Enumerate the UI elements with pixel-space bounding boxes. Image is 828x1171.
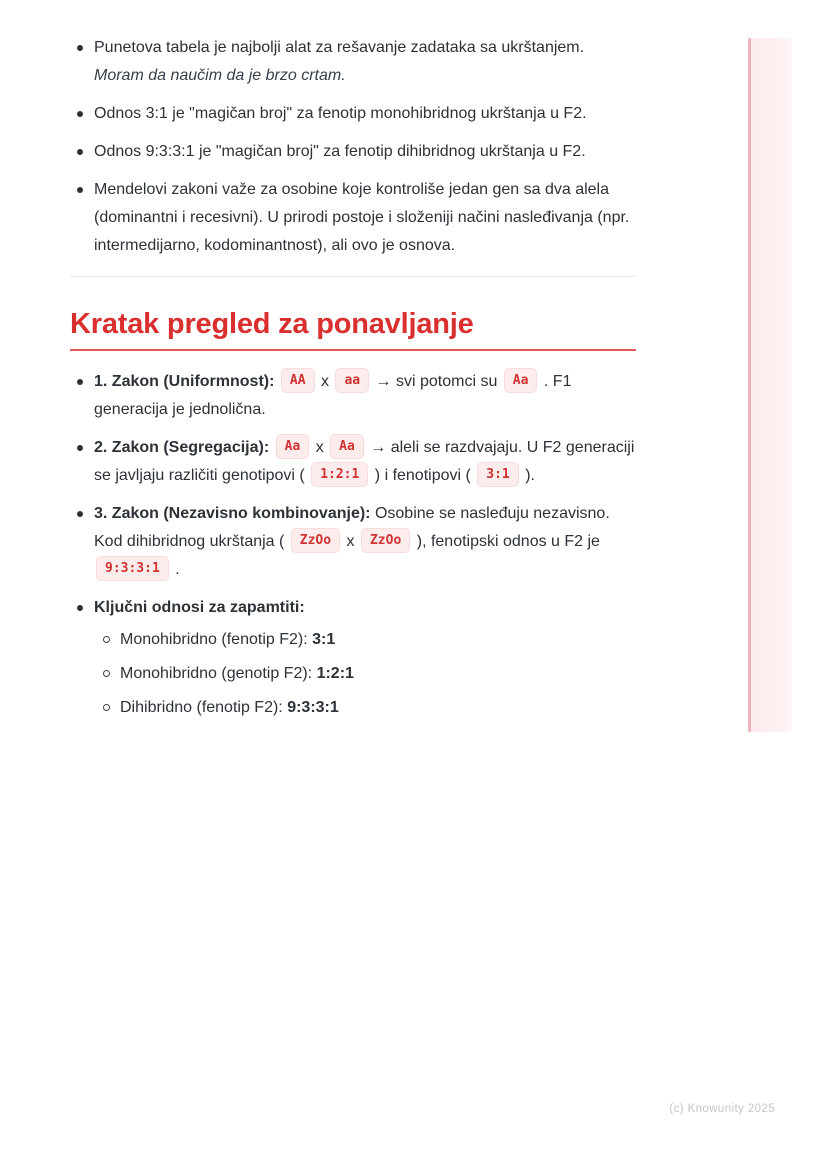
document-content — [70, 34, 636, 738]
bullet-disc — [77, 187, 83, 193]
text-segment: Ključni odnosi za zapamtiti: — [94, 599, 305, 616]
bullet-marker — [70, 368, 94, 424]
text-segment: ), fenotipski odnos u F2 je — [412, 533, 600, 550]
key-ratios-sublist — [94, 626, 636, 722]
list-item — [70, 100, 636, 128]
list-item — [70, 434, 636, 490]
text-segment: x — [316, 373, 334, 390]
list-item-text — [94, 176, 636, 260]
section-title: Kratak pregled za ponavljanje — [70, 308, 474, 340]
text-segment: Odnos 9:3:3:1 je "magičan broj" za fenotip dihibridnog ukrštanja u F2. — [94, 143, 586, 160]
sublist-item-text — [120, 626, 335, 654]
ratio-value: 1:2:1 — [316, 665, 354, 682]
text-segment: . F1 generacija je jednolična. — [94, 373, 572, 418]
genotype-badge: Aa — [276, 434, 310, 459]
text-segment: → aleli se razdvajaju. U F2 generaciji se javljaju različiti genotipovi ( — [94, 439, 635, 484]
genotype-badge: Aa — [330, 434, 364, 459]
text-segment: . — [170, 561, 180, 578]
bullet-disc — [77, 605, 83, 611]
list-item-text — [94, 368, 636, 424]
text-segment: x — [311, 439, 329, 456]
list-item — [70, 34, 636, 90]
pink-highlight-bar — [748, 38, 792, 732]
text-segment: ) i fenotipovi ( — [370, 467, 476, 484]
list-item-text — [94, 500, 636, 584]
text-segment: Mendelovi zakoni važe za osobine koje kontroliše jedan gen sa dva alela (dominantni i recesivni). U prirodi postoje i složeniji načini nasleđivanja (npr. intermedijarno, kodominantnost), ali ovo je osnova. — [94, 181, 630, 254]
text-segment: Osobine se nasleđuju nezavisno. Kod dihibridnog ukrštanja ( — [94, 505, 610, 550]
bullet-marker — [70, 434, 94, 490]
list-item — [70, 594, 636, 728]
bullet-disc — [77, 379, 83, 385]
list-item — [70, 176, 636, 260]
bullet-marker — [70, 100, 94, 128]
section-title-underline — [70, 349, 636, 351]
ratio-value: 3:1 — [312, 631, 336, 648]
genotype-badge: 3:1 — [477, 462, 518, 487]
bullet-disc — [77, 149, 83, 155]
list-item-text — [94, 138, 636, 166]
text-segment: ). — [520, 467, 535, 484]
genotype-badge: AA — [281, 368, 315, 393]
copyright-footer: (c) Knowunity 2025 — [669, 1103, 775, 1115]
sublist-item — [94, 626, 636, 654]
list-item — [70, 368, 636, 424]
list-item-text — [94, 594, 636, 728]
text-segment: x — [342, 533, 359, 550]
genotype-badge: Aa — [504, 368, 538, 393]
bullet-circle — [103, 636, 110, 643]
text-segment: Monohibridno (genotip F2): — [120, 665, 317, 682]
genotype-badge: 1:2:1 — [311, 462, 368, 487]
list-item — [70, 138, 636, 166]
sublist-item-text — [120, 694, 339, 722]
genotype-badge: aa — [335, 368, 369, 393]
bullet-circle — [103, 704, 110, 711]
list-item-text — [94, 100, 636, 128]
list-item-text — [94, 34, 636, 90]
bullet-marker — [70, 594, 94, 728]
review-bullet-list — [70, 368, 636, 728]
list-item-text — [94, 434, 636, 490]
genotype-badge: ZzOo — [361, 528, 410, 553]
text-segment: 2. Zakon (Segregacija): — [94, 439, 274, 456]
text-segment: Monohibridno (fenotip F2): — [120, 631, 313, 648]
sub-bullet-marker — [94, 660, 120, 688]
genotype-badge: 9:3:3:1 — [96, 556, 169, 581]
sublist-item — [94, 660, 636, 688]
list-item — [70, 500, 636, 584]
ratio-value: 9:3:3:1 — [287, 699, 339, 716]
text-segment: Dihibridno (fenotip F2): — [120, 699, 288, 716]
bullet-marker — [70, 500, 94, 584]
text-segment: → svi potomci su — [371, 373, 502, 390]
sublist-item-text — [120, 660, 354, 688]
text-segment: Punetova tabela je najbolji alat za rešavanje zadataka sa ukrštanjem. — [94, 39, 585, 56]
text-segment: 3. Zakon (Nezavisno kombinovanje): — [94, 505, 375, 522]
bullet-circle — [103, 670, 110, 677]
bullet-marker — [70, 138, 94, 166]
text-segment: 1. Zakon (Uniformnost): — [94, 373, 279, 390]
bullet-marker — [70, 176, 94, 260]
intro-bullet-list — [70, 34, 636, 260]
bullet-marker — [70, 34, 94, 90]
sublist-item — [94, 694, 636, 722]
genotype-badge: ZzOo — [291, 528, 340, 553]
bullet-disc — [77, 511, 83, 517]
handwritten-note: Moram da naučim da je brzo crtam. — [94, 67, 346, 84]
bullet-disc — [77, 45, 83, 51]
text-segment: Odnos 3:1 je "magičan broj" za fenotip monohibridnog ukrštanja u F2. — [94, 105, 587, 122]
bullet-disc — [77, 111, 83, 117]
section-divider — [70, 276, 636, 277]
bullet-disc — [77, 445, 83, 451]
sub-bullet-marker — [94, 694, 120, 722]
sub-bullet-marker — [94, 626, 120, 654]
